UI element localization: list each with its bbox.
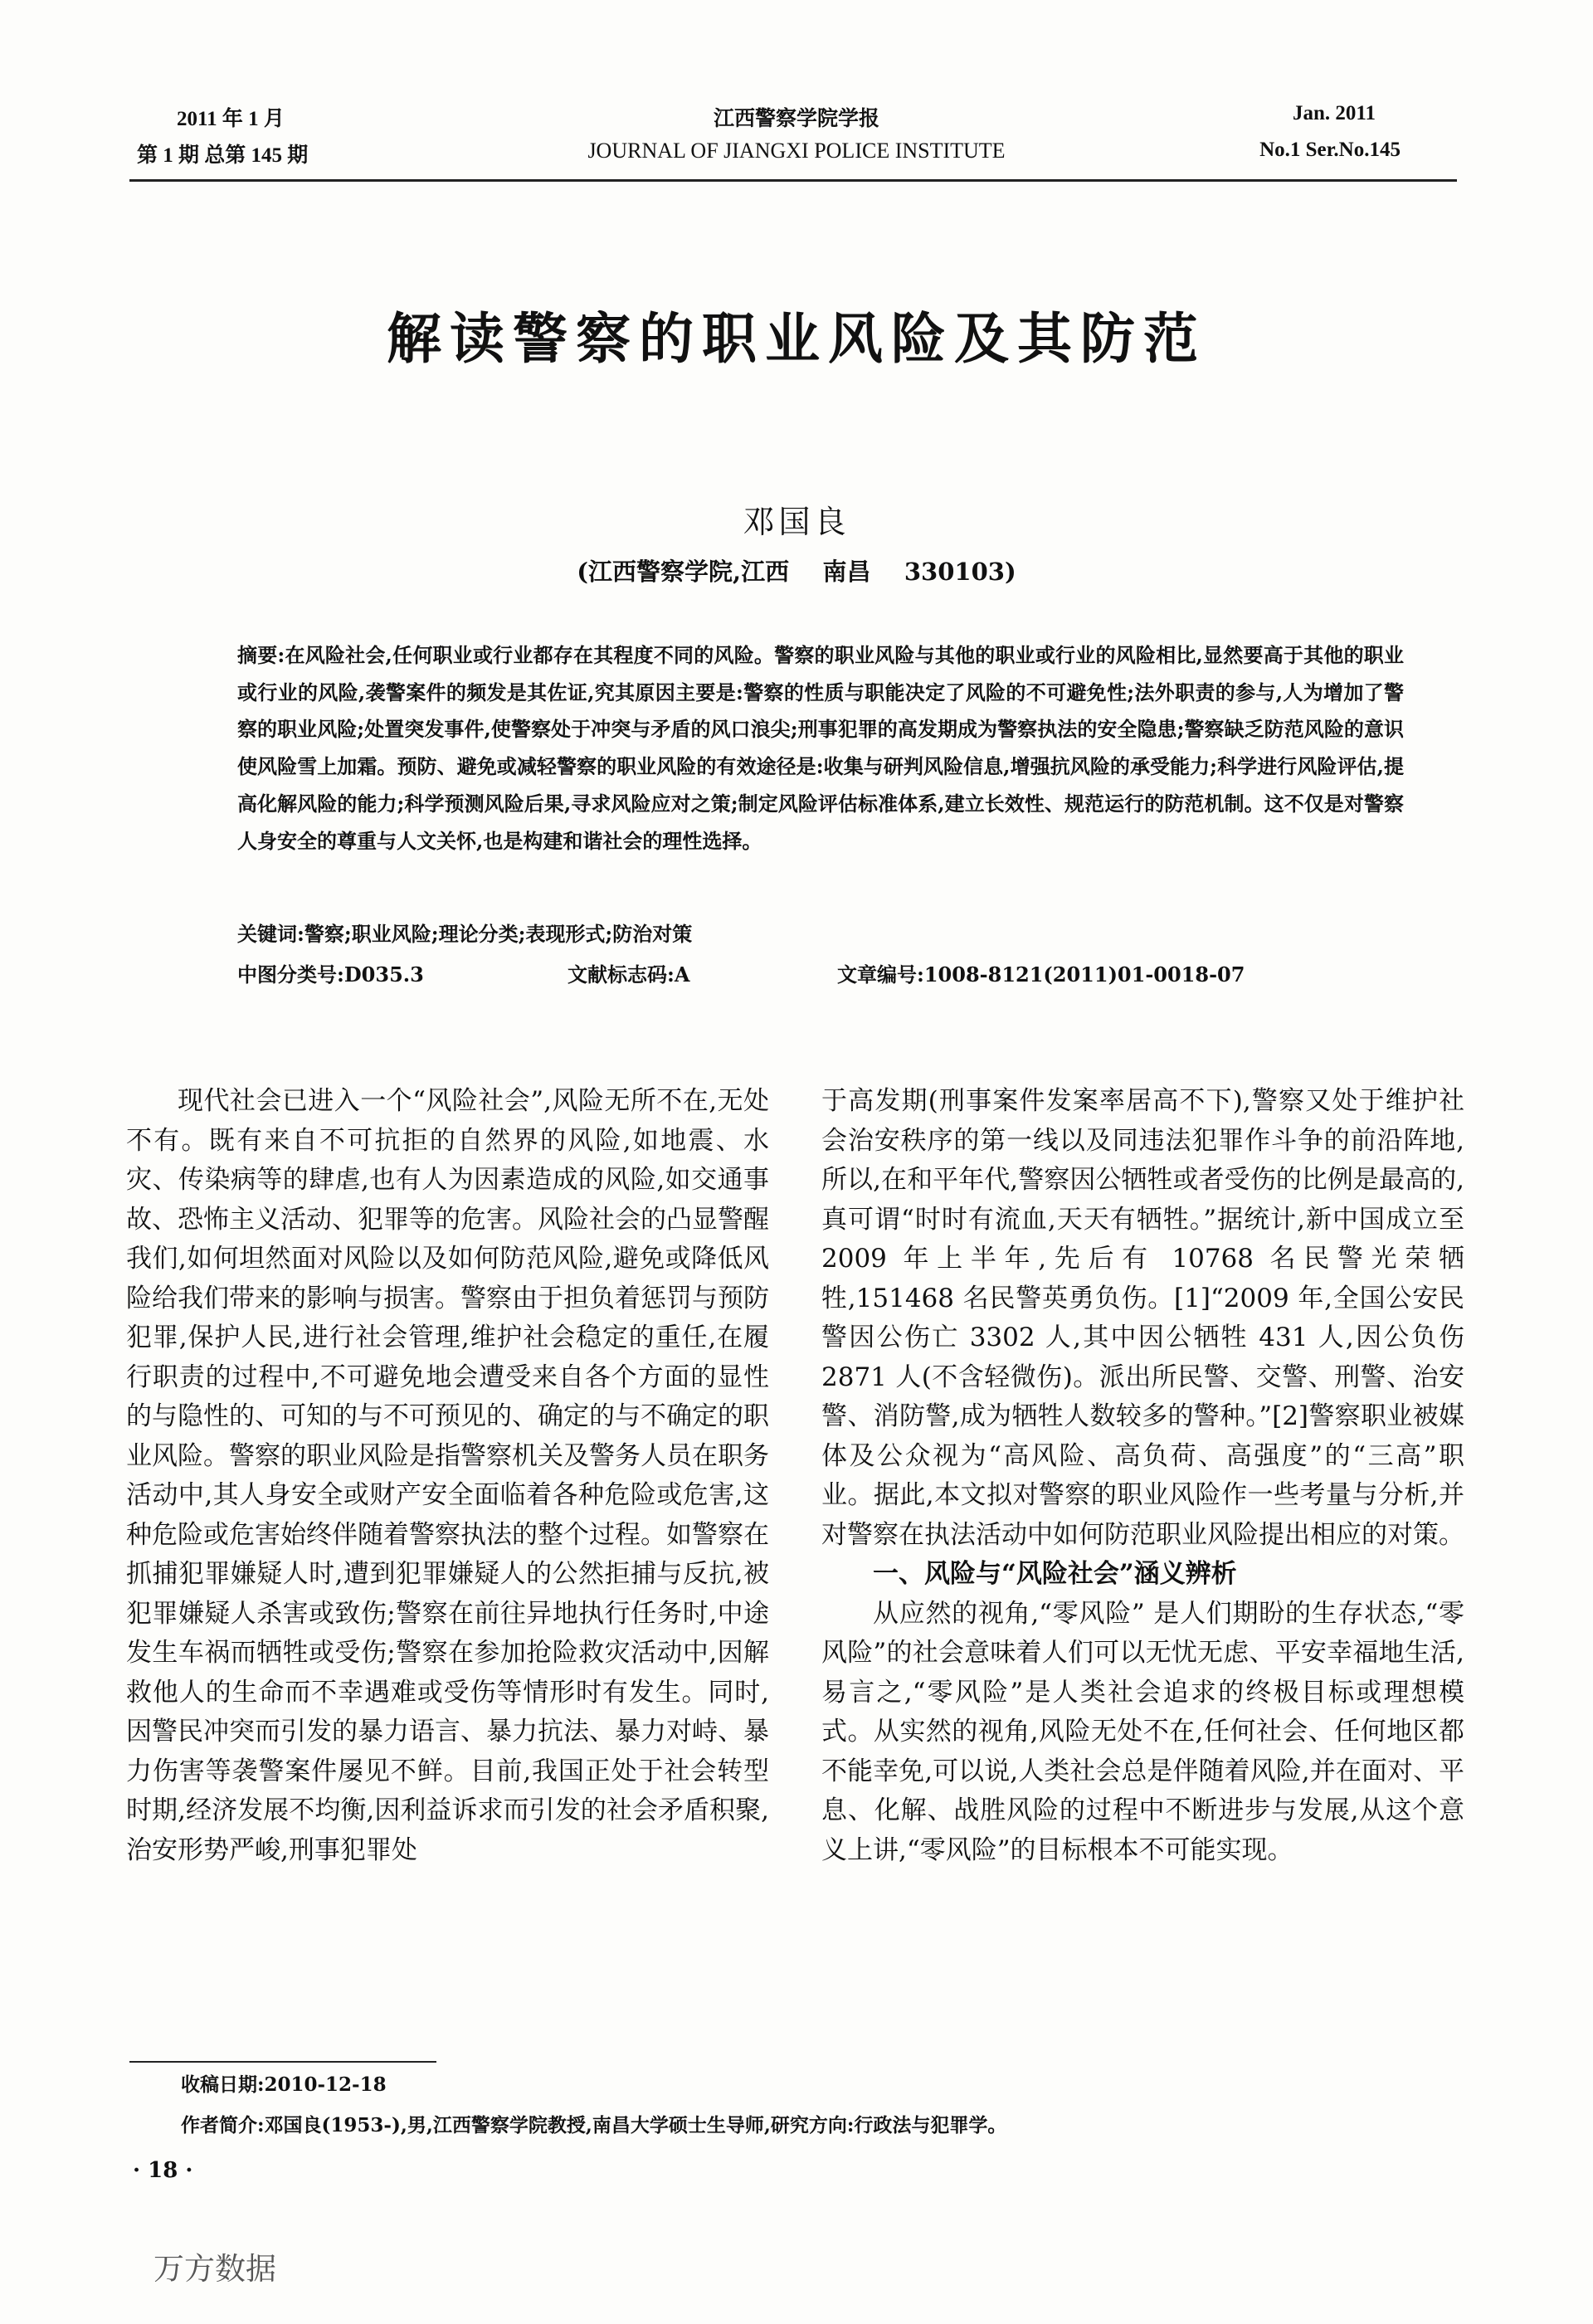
footnote-rule bbox=[129, 2061, 436, 2063]
body-paragraph: 现代社会已进入一个“风险社会”,风险无所不在,无处不有。既有来自不可抗拒的自然界的风险,如地震、水灾、传染病等的肆虐,也有人为因素造成的风险,如交通事故、恐怖主义活动、犯罪等的危害。风险社会的凸显警醒我们,如何坦然面对风险以及如何防范风险,避免或降低风险给我们带来的影响与损害。警察由于担负着惩罚与预防犯罪,保护人民,进行社会管理,维护社会稳定的重任,在履行职责的过程中,不可避免地会遭受来自各个方面的显性的与隐性的、可知的与不可预见的、确定的与不确定的职业风险。警察的职业风险是指警察机关及警务人员在职务活动中,其人身安全或财产安全面临着各种危险或危害,这种危险或危害始终伴随着警察执法的整个过程。如警察在抓捕犯罪嫌疑人时,遭到犯罪嫌疑人的公然拒捕与反抗,被犯罪嫌疑人杀害或致伤;警察在前往异地执行任务时,中途发生车祸而牺牲或受伤;警察在参加抢险救灾活动中,因解救他人的生命而不幸遇难或受伤等情形时有发生。同时,因警民冲突而引发的暴力语言、暴力抗法、暴力对峙、暴力伤害等袭警案件屡见不鲜。目前,我国正处于社会转型时期,经济发展不均衡,因利益诉求而引发的社会矛盾积聚,治安形势严峻,刑事犯罪处 bbox=[126, 1086, 769, 1865]
body-paragraph: 于高发期(刑事案件发案率居高不下),警察又处于维护社会治安秩序的第一线以及同违法犯罪作斗争的前沿阵地,所以,在和平年代,警察因公牺牲或者受伤的比例是最高的,真可谓“时时有流血,天天有牺牲。”据统计,新中国成立至 2009 年上半年,先后有 10768 名民警光荣牺牲,151468 名民警英勇负伤。[1]“2009 年,全国公安民警因公伤亡 3302 人,其中因公牺牲 431 人,因公负伤 2871 人(不含轻微伤)。派出所民警、交警、刑警、治安警、消防警,成为牺牲人数较多的警种。”[2]警察职业被媒体及公众视为“高风险、高负荷、高强度”的“三高”职业。据此,本文拟对警察的职业风险作一些考量与分析,并对警察在执法活动中如何防范职业风险提出相应的对策。 bbox=[821, 1086, 1464, 1550]
abstract bbox=[237, 637, 1404, 860]
author-bio-text: 邓国良(1953-),男,江西警察学院教授,南昌大学硕士生导师,研究方向:行政法与犯罪学。 bbox=[264, 2114, 1007, 2136]
author-bio-label: 作者简介: bbox=[181, 2114, 265, 2136]
keywords-text: 警察;职业风险;理论分类;表现形式;防治对策 bbox=[304, 922, 693, 946]
body-right-column bbox=[821, 1082, 1464, 1870]
journal-name-en: JOURNAL OF JIANGXI POLICE INSTITUTE bbox=[587, 139, 1006, 163]
clc-number: 中图分类号:D035.3 bbox=[237, 962, 424, 987]
header-date-en: Jan. 2011 bbox=[1292, 102, 1376, 124]
body-left-column bbox=[126, 1082, 769, 1870]
page-number: · 18 · bbox=[133, 2158, 193, 2183]
author-affiliation: (江西警察学院,江西 南昌 330103) bbox=[577, 558, 1016, 586]
article-number: 文章编号:1008-8121(2011)01-0018-07 bbox=[837, 962, 1245, 987]
journal-name-cn: 江西警察学院学报 bbox=[713, 108, 879, 130]
body-paragraph: 从应然的视角,“零风险” 是人们期盼的生存状态,“零风险”的社会意味着人们可以无忧无虑、平安幸福地生活,易言之,“零风险”是人类社会追求的终极目标或理想模式。从实然的视角,风险无处不在,任何社会、任何地区都不能幸免,可以说,人类社会总是伴随着风险,并在面对、平息、化解、战胜风险的过程中不断进步与发展,从这个意义上讲,“零风险”的目标根本不可能实现。 bbox=[821, 1598, 1464, 1865]
paper-author: 邓国良 bbox=[743, 504, 850, 540]
header-date-cn: 2011 年 1 月 bbox=[177, 108, 285, 130]
header-issue-en: No.1 Ser.No.145 bbox=[1259, 139, 1401, 161]
received-date: 收稿日期:2010-12-18 bbox=[181, 2073, 387, 2096]
abstract-label: 摘要: bbox=[237, 643, 285, 667]
paper-title: 解读警察的职业风险及其防范 bbox=[387, 306, 1206, 371]
keywords-label: 关键词: bbox=[237, 922, 304, 946]
abstract-text: 在风险社会,任何职业或行业都存在其程度不同的风险。警察的职业风险与其他的职业或行业的风险相比,显然要高于其他的职业或行业的风险,袭警案件的频发是其佐证,究其原因主要是:警察的性质与职能决定了风险的不可避免性;法外职责的参与,人为增加了警察的职业风险;处置突发事件,使警察处于冲突与矛盾的风口浪尖;刑事犯罪的高发期成为警察执法的安全隐患;警察缺乏防范风险的意识使风险雪上加霜。预防、避免或减轻警察的职业风险的有效途径是:收集与研判风险信息,增强抗风险的承受能力;科学进行风险评估,提高化解风险的能力;科学预测风险后果,寻求风险应对之策;制定风险评估标准体系,建立长效性、规范运行的防范机制。这不仅是对警察人身安全的尊重与人文关怀,也是构建和谐社会的理性选择。 bbox=[237, 643, 1404, 853]
keywords bbox=[237, 918, 692, 947]
author-bio bbox=[181, 2110, 1006, 2137]
header-rule bbox=[129, 179, 1457, 182]
section-heading: 一、风险与“风险社会”涵义辨析 bbox=[873, 1559, 1237, 1589]
header-issue-cn: 第 1 期 总第 145 期 bbox=[137, 144, 309, 167]
wanfang-watermark: 万方数据 bbox=[153, 2251, 276, 2287]
document-code: 文献标志码:A bbox=[568, 962, 690, 987]
